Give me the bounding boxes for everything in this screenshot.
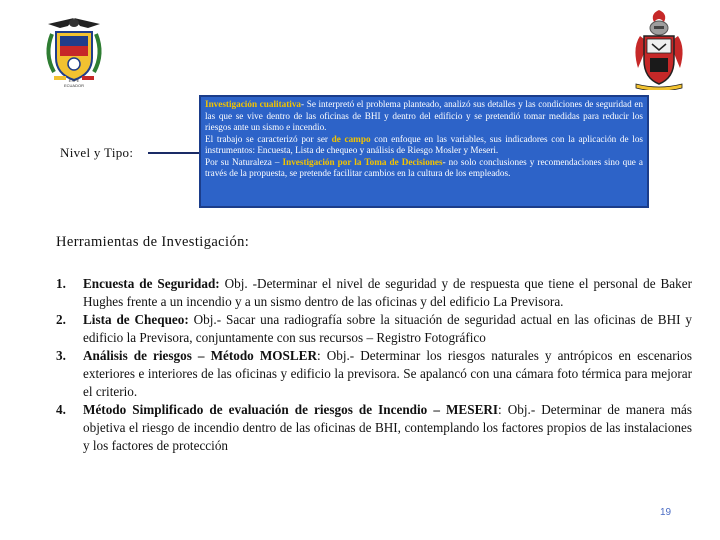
- list-item-title: Lista de Chequeo:: [83, 312, 189, 327]
- list-item-text: Obj. -Determinar el nivel de seguridad y de respuesta que tiene el personal de Baker Hughes frente a un incendio y a un sismo dentro de las oficinas y del edificio La Previsora.: [83, 276, 692, 309]
- list-item: [56, 311, 692, 347]
- tools-heading: Herramientas de Investigación:: [56, 234, 250, 250]
- level-type-label: Nivel y Tipo:: [60, 145, 134, 160]
- list-item-title: Método Simplificado de evaluación de riesgos de Incendio – MESERI: [83, 402, 499, 417]
- decision-research-highlight: Investigación por la Toma de Decisiones: [282, 156, 443, 167]
- list-item-number: 4.: [56, 402, 66, 417]
- list-item-text: : Obj.- Determinar de manera más objetiva el riesgo de incendio dentro de las oficinas de BHI, contemplando los factores propios de las instalaciones y los factores de protección: [83, 402, 693, 453]
- knight-helmet-crest-icon: [628, 8, 690, 90]
- list-item-number: 3.: [56, 348, 66, 363]
- research-paragraph-1-text: - Se interpretó el problema planteado, analizó sus detalles y las condiciones de seguridad en las que se vive dentro de las oficinas de BHI y dentro del edificio y se pretendió tomar medidas para reducir los riesgos ante un sismo e incendio.: [205, 99, 644, 132]
- research-paragraph-3: [205, 157, 643, 180]
- list-item: [56, 347, 692, 401]
- list-item-title: Análisis de riesgos – Método MOSLER: [83, 348, 317, 363]
- research-paragraph-2-end: con enfoque en las variables, sus indicadores con la aplicación de los instrumentos: Encuesta, Lista de chequeo y análisis de Riesgo Mosler y Meseri.: [205, 133, 644, 155]
- research-paragraph-2: [205, 134, 643, 157]
- logo-caption-line2: ECUADOR: [63, 83, 84, 88]
- research-paragraph-3-start: Por su Naturaleza –: [205, 156, 283, 167]
- research-paragraph-1: [205, 99, 643, 134]
- list-item-number: 1.: [56, 276, 66, 291]
- research-paragraph-2-start: El trabajo se caracterizó por ser: [205, 133, 332, 144]
- research-type-lead: Investigación cualitativa: [205, 99, 302, 109]
- list-item: [56, 401, 692, 455]
- research-description-box: [199, 95, 649, 208]
- list-item-number: 2.: [56, 312, 66, 327]
- field-work-highlight: de campo: [331, 133, 371, 144]
- list-item-title: Encuesta de Seguridad:: [83, 276, 220, 291]
- list-item: [56, 275, 692, 311]
- research-paragraph-3-end: - no solo conclusiones y recomendaciones sino que a través de la propuesta, se pretende facilitar cambios en la cultura de los empleados.: [205, 156, 643, 178]
- connector-line: [148, 152, 200, 154]
- tools-list: [56, 275, 692, 455]
- logo-caption: [38, 78, 110, 88]
- list-item-text: : Obj.- Determinar los riesgos naturales y antrópicos en escenarios exteriores e interiores de las oficinas y edificio la previsora. Se apalancó con una cámara foto térmica para mejorar el criterio.: [83, 348, 692, 399]
- list-item-text: Obj.- Sacar una radiografía sobre la situación de seguridad actual en las oficinas de BHI y edificio la Previsora, conjuntamente con sus recursos – Registro Fotográfico: [83, 312, 692, 345]
- logo-caption-line1: ESPE: [68, 78, 80, 83]
- page-number: 19: [660, 507, 672, 518]
